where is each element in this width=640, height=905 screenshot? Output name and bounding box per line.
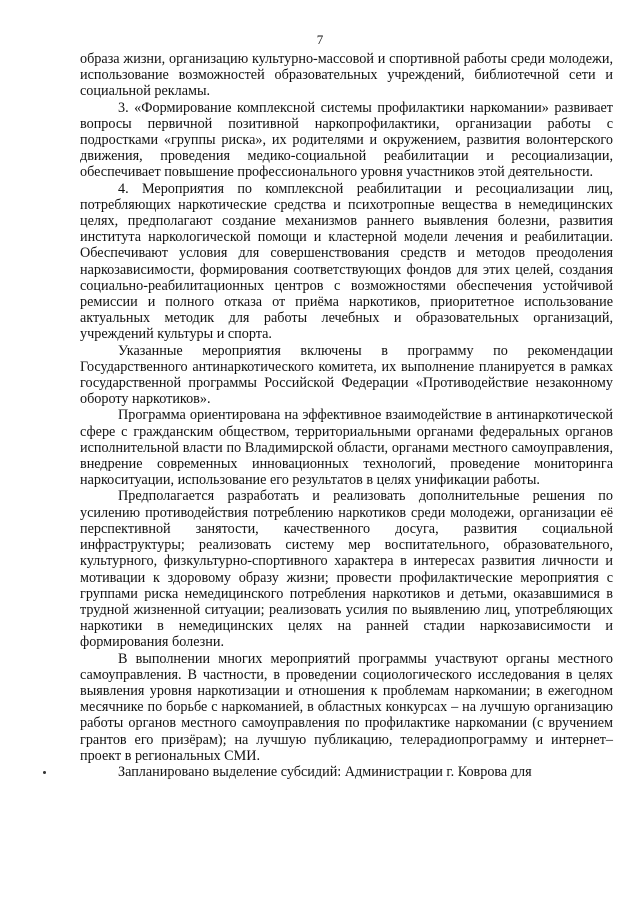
paragraph-local-government: В выполнении многих мероприятий программы участвуют органы местного самоуправления. В частности, в проведении социологического исследования в целях выявления уровня наркотизации и отношения к проблемам наркомании; в ежегодном месячнике по борьбе с наркоманией, в областных конкурсах – на лучшую организацию работы органов местного самоуправления по профилактике наркомании (с вручением грантов его призёрам); на лучшую публикацию, телерадиопрограмму и интернет–проект в региональных СМИ. xyxy=(80,650,613,764)
paragraph-additional-solutions: Предполагается разработать и реализовать дополнительные решения по усилению противодействия потреблению наркотиков среди молодежи, организации её перспективной занятости, качественного досуга, развития социальной инфраструктуры; реализовать систему мер воспитательного, образовательного, культурного, физкультурно-спортивного характера в интересах развития личности и мотивации к здоровому образу жизни; провести профилактические мероприятия с группами риска немедицинского потребления наркотиков и детьми, оказавшимися в трудной жизненной ситуации; реализовать усилия по выявлению лиц, употребляющих наркотики в немедицинских целях на ранней стадии наркозависимости и формирования болезни. xyxy=(80,488,613,651)
paragraph-item-3-prevention-system: 3. «Формирование комплексной системы профилактики наркомании» развивает вопросы первичной позитивной наркопрофилактики, организации работы с подростками «группы риска», их родителями и окружением, развития волонтерского движения, проведения медико-социальной реабилитации и ресоциализации, обеспечивает повышение профессионального уровня участников этой деятельности. xyxy=(80,99,613,181)
scan-dot xyxy=(43,771,46,774)
paragraph-item-4-rehabilitation: 4. Мероприятия по комплексной реабилитации и ресоциализации лиц, потребляющих наркотические средства и психотропные вещества в немедицинских целях, предполагают создание механизмов раннего выявления болезни, развития института наркологической помощи и кластерной модели лечения и реабилитации. Обеспечивают условия для совершенствования средств и методов преодоления наркозависимости, формирования соответствующих фондов для этих целей, создания социально-реабилитационных центров с возможностями обеспечения устойчивой ремиссии и полного отказа от приёма наркотиков, приоритетное использование актуальных методик для работы лечебных и образовательных организаций, учреждений культуры и спорта. xyxy=(80,180,613,343)
paragraph-lifestyle-continuation: образа жизни, организацию культурно-массовой и спортивной работы среди молодежи, использование возможностей образовательных учреждений, библиотечной сети и социальной рекламы. xyxy=(80,51,613,100)
document-body xyxy=(80,51,613,780)
paragraph-program-orientation: Программа ориентирована на эффективное взаимодействие в антинаркотической сфере с гражданским обществом, территориальными органами федеральных органов исполнительной власти по Владимирской области, органами местного самоуправления, внедрение современных инновационных технологий, проведение мониторинга наркоситуации, использование его результатов в целях унификации работы. xyxy=(80,407,613,489)
paragraph-subsidies: Запланировано выделение субсидий: Администрации г. Коврова для xyxy=(118,763,532,780)
paragraph-state-committee: Указанные мероприятия включены в программу по рекомендации Государственного антинаркотического комитета, их выполнение планируется в рамках государственной программы Российской Федерации «Противодействие незаконному обороту наркотиков». xyxy=(80,342,613,408)
page-number: 7 xyxy=(316,32,324,47)
